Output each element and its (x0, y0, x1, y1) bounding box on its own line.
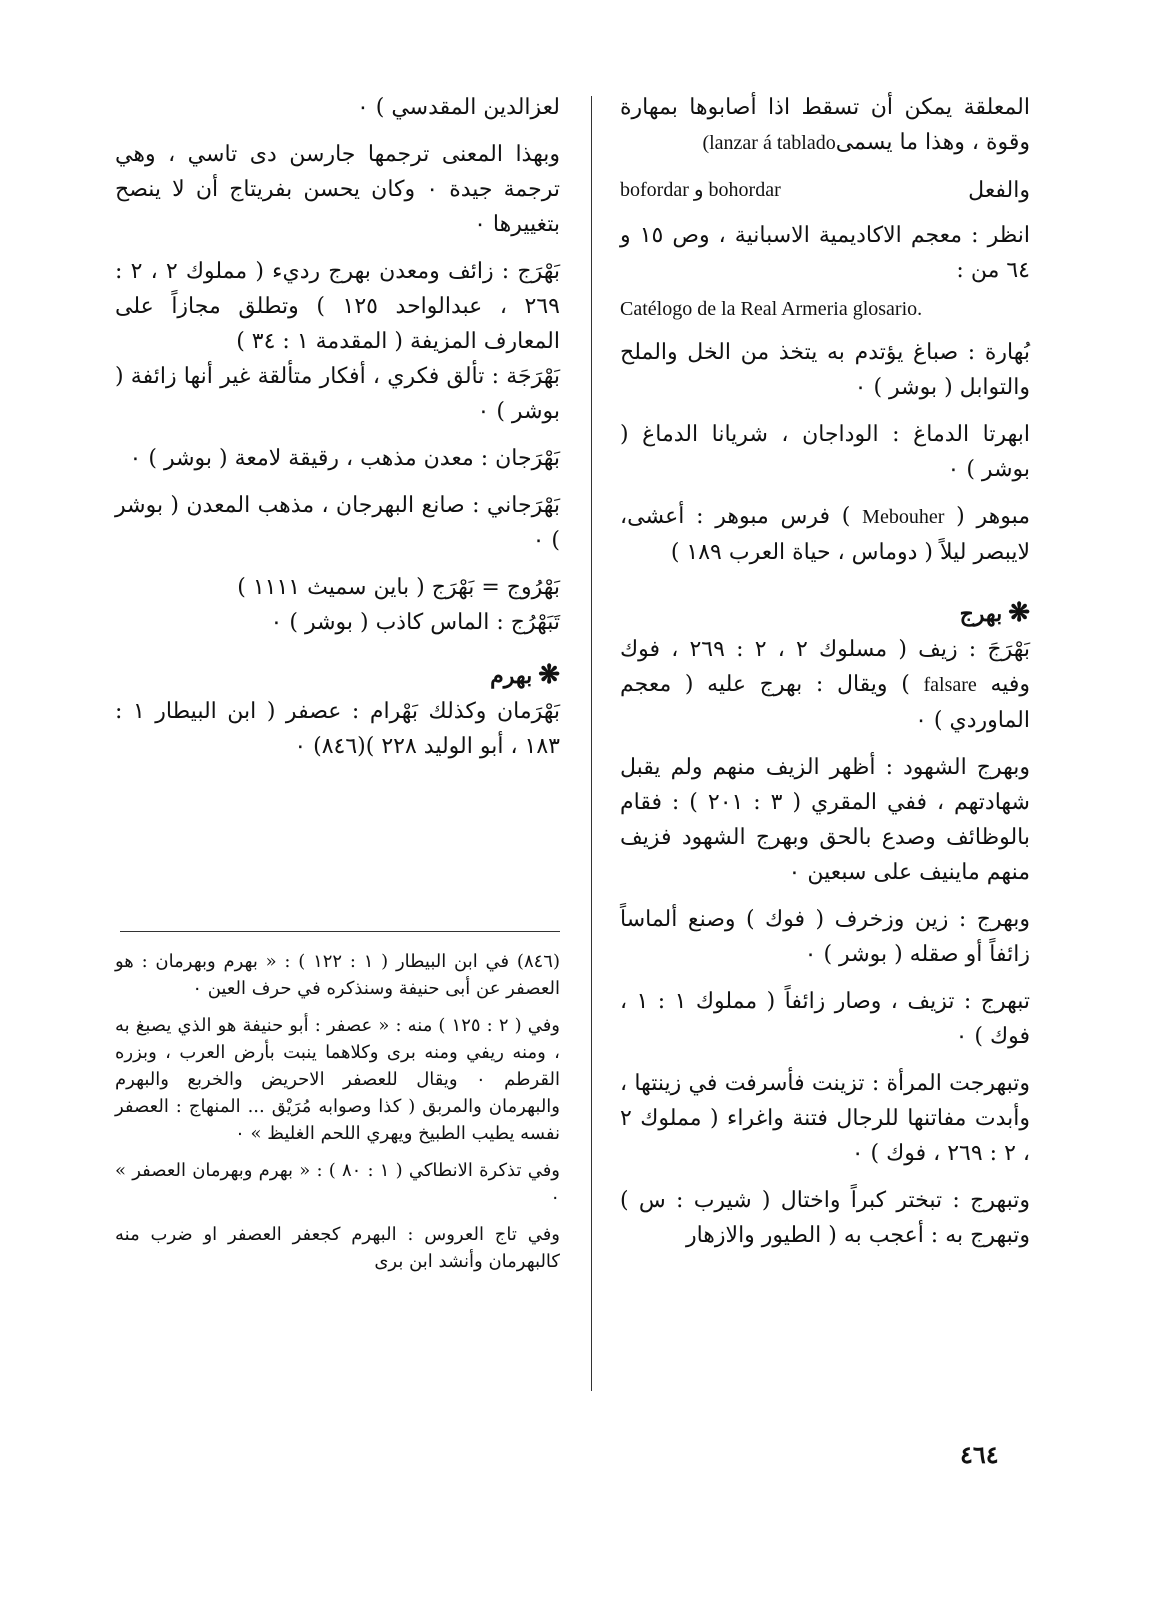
entry-abhara: ابهرتا الدماغ : الوداجان ، شريانا الدماغ ( بوشر ) ٠ (620, 422, 1030, 482)
entry-continuation: لعزالدين المقدسي ) ٠ (356, 95, 560, 120)
latin-term: falsare (923, 674, 977, 696)
entry-mubawhar: مبوهر ( Mebouher ) فرس مبوهر : أعشى، لايبصر ليلاً ( دوماس ، حياة العرب ١٨٩ ) (620, 504, 1030, 565)
entry-tabakhtar: وتبهرج : تبختر كبراً واختال ( شيرب : س ) وتبهرج به : أعجب به ( الطيور والازهار (620, 1188, 1030, 1248)
entry-tabahraj: تبهرج : تزيف ، وصار زائفاً ( مملوك ١ : ١ ، فوك ) ٠ (620, 989, 1030, 1049)
footnote-paragraph: وفي تاج العروس : البهرم كجعفر العصفر او ضرب منه كالبهرمان وأنشد ابن برى (115, 1224, 560, 1272)
footnote-846: (٨٤٦) في ابن البيطار ( ١ : ١٢٢ ) : « بهرم وبهرمان : هو العصفر عن أبى حنيفة وسنذكره في حرف العين ٠ (115, 951, 560, 999)
entry-translation-note: وبهذا المعنى ترجمها جارسن دى تاسي ، وهي ترجمة جيدة ٠ وكان يحسن بفريتاج أن لا ينصح بتغييرها ٠ (115, 142, 560, 237)
latin-term: (lanzar á tablado (702, 132, 836, 154)
root-heading-bhrm: ❋بهرم (490, 660, 560, 690)
latin-term: bofordar و bohordar (620, 179, 781, 201)
asterism-icon: ❋ (1008, 598, 1030, 628)
entry-bahraj: بَهْرَجَ : زيف ( مسلوك ٢ ، ٢ : ٢٦٩ ، فوك وفيه falsare ) ويقال : بهرج عليه ( معجم الماوردي ) ٠ (620, 637, 1031, 733)
right-column (620, 90, 1030, 1265)
entry-tabahruj: تَبَهْرُج : الماس كاذب ( بوشر ) ٠ (270, 610, 560, 635)
footnotes (115, 948, 560, 1285)
entry-bahraja: بَهْرَجَة : تألق فكري ، أفكار متألقة غير أنها زائفة ( بوشر ) ٠ (115, 364, 560, 424)
column-divider (591, 96, 592, 1391)
entry-bahraj-adj: بَهْرَج : زائف ومعدن بهرج رديء ( مملوك ٢ ، ٢ : ٢٦٩ ، عبدالواحد ١٢٥ ) وتطلق مجازاً على المعارف المزيفة ( المقدمة ١ : ٣٤ ) (115, 259, 560, 354)
entry-bahrajan: بَهْرَجان : معدن مذهب ، رقيقة لامعة ( بوشر ) ٠ (129, 446, 560, 471)
catalog-title: Catélogo de la Real Armeria glosario. (620, 298, 923, 320)
entry-bahrajani: بَهْرَجاني : صانع البهرجان ، مذهب المعدن ( بوشر ) ٠ (115, 493, 560, 553)
entry-bahraman: بَهْرَمان وكذلك بَهْرام : عصفر ( ابن البيطار ١ : ١٨٣ ، أبو الوليد ٢٢٨ )(٨٤٦) ٠ (115, 699, 561, 759)
entry-shuhud: وبهرج الشهود : أظهر الزيف منهم ولم يقبل شهادتهم ، ففي المقري ( ٣ : ٢٠١ ) : فقام بالوظائف وصدع بالحق وبهرج الشهود فزيف منهم ماينيف على سبعين ٠ (620, 755, 1030, 885)
root-heading-bhrj: ❋بهرج (959, 598, 1030, 628)
entry-buhara: بُهارة : صباغ يؤتدم به يتخذ من الخل والملح والتوابل ( بوشر ) ٠ (620, 340, 1030, 400)
latin-term: Mebouher (862, 506, 945, 528)
page-number: ٤٦٤ (960, 1440, 999, 1469)
verb-line: والفعل bofordar و bohordar (620, 173, 1030, 208)
entry-bahruj: بَهْرُوج = بَهْرَج ( باين سميث ١١١١ ) (237, 575, 560, 600)
footnote-paragraph: وفي تذكرة الانطاكي ( ١ : ٨٠ ) : « بهرم وبهرمان العصفر » ٠ (115, 1160, 560, 1208)
reference-line: انظر : معجم الاكاديمية الاسبانية ، وص ١٥ و ٦٤ من : (620, 223, 1030, 283)
entry-text: المعلقة يمكن أن تسقط اذا أصابوها بمهارة وقوة ، وهذا ما يسمى(lanzar á tablado (620, 95, 1030, 155)
entry-marah: وتبهرجت المرأة : تزينت فأسرفت في زينتها ، وأبدت مفاتنها للرجال فتنة واغراء ( مملوك ٢ ، ٢ : ٢٦٩ ، فوك ) ٠ (620, 1071, 1030, 1166)
entry-zayyan: وبهرج : زين وزخرف ( فوك ) وصنع ألماساً زائفاً أو صقله ( بوشر ) ٠ (620, 907, 1030, 967)
footnote-paragraph: وفي ( ٢ : ١٢٥ ) منه : « عصفر : أبو حنيفة هو الذي يصبغ به ، ومنه ريفي ومنه برى وكلاهما ينبت بأرض العرب ، وبزره القرطم ٠ ويقال للعصفر الاحريض والخربع والبهرم والبهرمان والمربق ( كذا وصوابه مُرَيْق ... المنهاج : العصفر نفسه يطيب الطبيخ ويهري اللحم الغليظ » ٠ (115, 1015, 560, 1144)
left-column (115, 90, 560, 776)
footnote-divider (120, 931, 560, 932)
asterism-icon: ❋ (538, 660, 560, 690)
